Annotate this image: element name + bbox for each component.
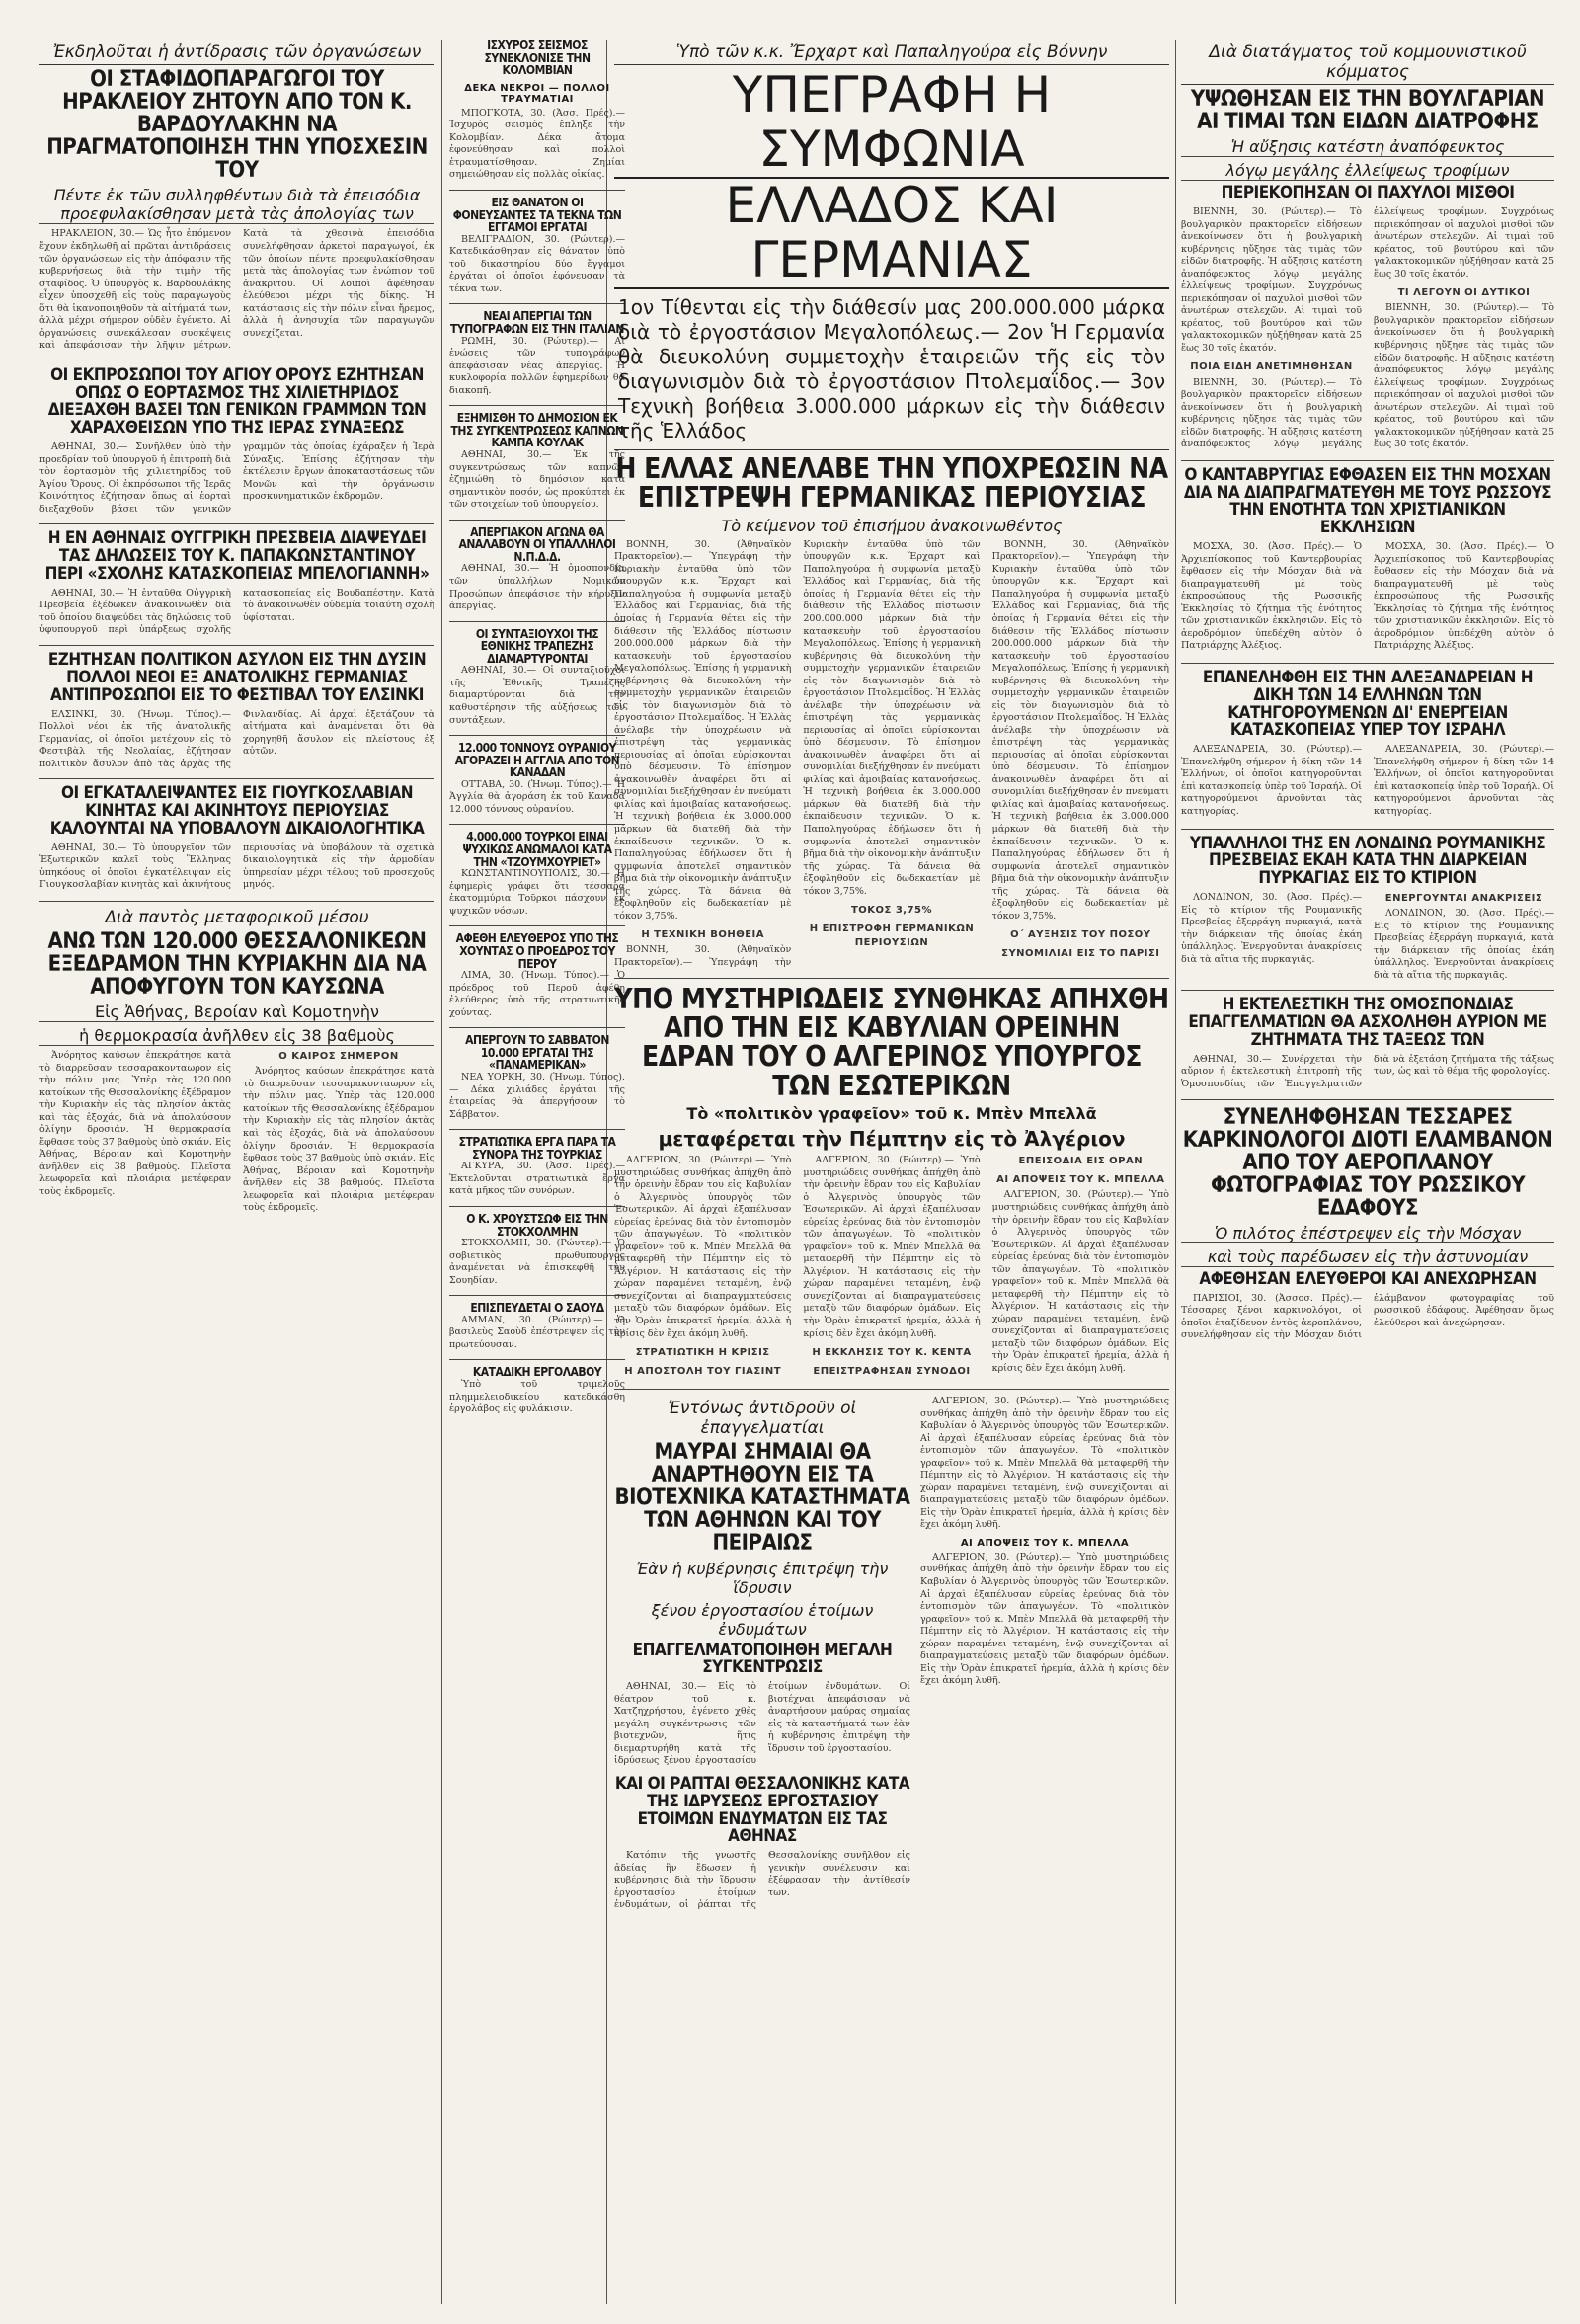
headline: ΚΑΤΑΔΙΚΗ ΕΡΓΟΛΑΒΟΥ: [472, 1365, 602, 1380]
section-heading: ΑΙ ΑΠΟΨΕΙΣ ΤΟΥ Κ. ΜΠΕΛΛΑ: [960, 1537, 1130, 1549]
brief-body: ΑΜΜΑΝ, 30. (Ρώυτερ).— Ὁ βασιλεὺς Σαοὺδ ἐπέστρεψεν εἰς τὴν πρωτεύουσαν.: [449, 1314, 625, 1350]
headline: Ο ΚΑΝΤΑΒΡΥΓΙΑΣ ΕΦΘΑΣΕΝ ΕΙΣ ΤΗΝ ΜΟΣΧΑΝ ΔΙΑ ΝΑ ΔΙΑΠΡΑΓΜΑΤΕΥΘΗ ΜΕ ΤΟΥΣ ΡΩΣΣΟΥΣ ΤΗΝ ΕΝΟΤΗΤΑ ΤΩΝ ΧΡΙΣΤΙΑΝΙΚΩΝ ΕΚΚΛΗΣΙΩΝ: [1183, 464, 1552, 538]
headline: ΟΙ ΕΓΚΑΤΑΛΕΙΨΑΝΤΕΣ ΕΙΣ ΓΙΟΥΓΚΟΣΛΑΒΙΑΝ ΚΙΝΗΤΑΣ ΚΑΙ ΑΚΙΝΗΤΟΥΣ ΠΕΡΙΟΥΣΙΑΣ ΚΑΛΟΥΝΤΑΙ ΝΑ ΥΠΟΒΑΛΟΥΝ ΔΙΚΑΙΟΛΟΓΗΤΙΚΑ: [49, 783, 425, 839]
headline: Η ΕΝ ΑΘΗΝΑΙΣ ΟΥΓΓΡΙΚΗ ΠΡΕΣΒΕΙΑ ΔΙΑΨΕΥΔΕΙ ΤΑΣ ΔΗΛΩΣΕΙΣ ΤΟΥ Κ. ΠΑΠΑΚΩΝΣΤΑΝΤΙΝΟΥ ΠΕΡΙ «ΣΧΟΛΗΣ ΚΑΤΑΣΚΟΠΕΙΑΣ ΜΠΕΛΟΓΙΑΝΝΗ»: [44, 528, 430, 585]
article-bulgaria-prices: [1181, 42, 1554, 452]
article-body: ΑΘΗΝΑΙ, 30.— Ἡ ἐνταῦθα Οὐγγρικὴ Πρεσβεία ἐξέδωκεν ἀνακοινωθὲν διὰ τοῦ ὁποίου διαψεύδει τὰς δηλώσεις τοῦ ὑφυπουργοῦ περὶ ὑπάρξεως σχολῆς κατασκοπείας εἰς Βουδαπέστην. Κατὰ τὸ ἀνακοινωθὲν οὐδεμία τοιαύτη σχολὴ ὑφίσταται.: [40, 587, 434, 636]
subhead: Πέντε ἐκ τῶν συλληφθέντων διὰ τὰ ἐπεισόδια προεφυλακίσθησαν μετὰ τὰς ἀπολογίας των: [40, 186, 434, 224]
headline: ΕΙΣ ΘΑΝΑΤΟΝ ΟΙ ΦΟΝΕΥΣΑΝΤΕΣ ΤΑ ΤΕΚΝΑ ΤΩΝ ΕΓΓΑΜΟΙ ΕΡΓΑΤΑΙ: [452, 195, 622, 235]
brief: [449, 40, 625, 182]
article-body: ΑΛΓΕΡΙΟΝ, 30. (Ρώυτερ).— Ὑπὸ μυστηριώδεις συνθήκας ἀπήχθη ἀπὸ τὴν ὀρεινὴν ἕδραν του εἰς Καβυλίαν ὁ Ἀλγερινὸς ὑπουργὸς τῶν Ἐσωτερικῶν. Αἱ ἀρχαὶ ἐξαπέλυσαν εὐρείας ἐρεύνας διὰ τὸν ἐντοπισμὸν τῶν ἀπαγωγέων. Τὸ «πολιτικὸν γραφεῖον» τοῦ κ. Μπὲν Μπελλᾶ θὰ μεταφερθῆ τὴν Πέμπτην εἰς τὸ Ἀλγέριον. Ἡ κατάστασις εἰς τὴν χώραν παραμένει τεταμένη, ἐνῷ συνεχίζονται αἱ διαπραγματεύσεις μεταξὺ τῶν διαφόρων ὁμάδων. Εἰς τὴν Ὁρὰν ἐπικρατεῖ ἠρεμία, ἀλλὰ ἡ κρίσις δὲν ἔχει ἀκόμη λυθῆ.: [920, 1551, 1169, 1687]
headline: ΣΥΝΕΛΗΦΘΗΣΑΝ ΤΕΣΣΑΡΕΣ ΚΑΡΚΙΝΟΛΟΓΟΙ ΔΙΟΤΙ ΕΛΑΜΒΑΝΟΝ ΑΠΟ ΤΟΥ ΑΕΡΟΠΛΑΝΟΥ ΦΩΤΟΓΡΑΦΙΑΣ ΤΟΥ ΡΩΣΣΙΚΟΥ ΕΔΑΦΟΥΣ: [1182, 1104, 1553, 1221]
article-body: Ἀνόρητος καύσων ἐπεκράτησε κατὰ τὸ διαρρεῦσαν τεσσαρακονταωρον εἰς τὴν πόλιν μας. Ὑπὲρ τὰς 120.000 κατοίκων τῆς Θεσσαλονίκης ἐξέδραμον τὴν Κυριακὴν εἰς τὰς πλησίον ἀκτὰς καὶ τὰς ἐξοχάς, διὰ νὰ ἀπολαύσουν ὀλίγην δροσιάν. Ἡ θερμοκρασία ἔφθασε τοὺς 37 βαθμοὺς ὑπὸ σκιάν. Εἰς Ἀθήνας, Βέροιαν καὶ Κομοτηνὴν ἀνῆλθεν εἰς 38 βαθμούς. Πλεῖστα λεωφορεῖα καὶ πλοιάρια μετέφεραν τοὺς ἐκδρομεῖς. Ο ΚΑΙΡΟΣ ΣΗΜΕΡΟΝ Ἀνόρητος καύσων ἐπεκράτησε κατὰ τὸ διαρρεῦσαν τεσσαρακονταωρον εἰς τὴν πόλιν μας. Ὑπὲρ τὰς 120.000 κατοίκων τῆς Θεσσαλονίκης ἐξέδραμον τὴν Κυριακὴν εἰς τὰς πλησίον ἀκτὰς καὶ τὰς ἐξοχάς, διὰ νὰ ἀπολαύσουν ὀλίγην δροσιάν. Ἡ θερμοκρασία ἔφθασε τοὺς 37 βαθμοὺς ὑπὸ σκιάν. Εἰς Ἀθήνας, Βέροιαν καὶ Κομοτηνὴν ἀνῆλθεν εἰς 38 βαθμούς. Πλεῖστα λεωφορεῖα καὶ πλοιάρια μετέφεραν τοὺς ἐκδρομεῖς.: [40, 1050, 434, 1214]
headline: ΕΞΗΜΙΣΘΗ ΤΟ ΔΗΜΟΣΙΟΝ ΕΚ ΤΗΣ ΣΥΓΚΕΝΤΡΩΣΕΩΣ ΚΑΠΝΩΝ ΚΑΜΠΑ ΚΟΥΛΑΚ: [450, 411, 624, 450]
column-main: [614, 40, 1169, 2314]
brief: [449, 1034, 625, 1121]
kicker: Διὰ διατάγματος τοῦ κομμουνιστικοῦ κόμματος: [1181, 42, 1554, 85]
section-heading: ΣΤΡΑΤΙΩΤΙΚΗ Η ΚΡΙΣΙΣ: [635, 1347, 770, 1359]
subhead: Ἡ αὔξησις κατέστη ἀναπόφευκτος: [1181, 137, 1554, 157]
column-rule: [1175, 40, 1176, 2304]
brief: [449, 1136, 625, 1198]
article-hungarian-embassy: [40, 530, 434, 637]
headline: ΠΕΡΙΕΚΟΠΗΣΑΝ ΟΙ ΠΑΧΥΛΟΙ ΜΙΣΘΟΙ: [1221, 183, 1515, 203]
story-main: [614, 1396, 910, 1912]
article-yugoslavia-property: [40, 785, 434, 893]
column-narrow: [449, 40, 625, 2314]
story-algeria: [614, 982, 1169, 1382]
headline: ΑΦΕΘΗΣΑΝ ΕΛΕΥΘΕΡΟΙ ΚΑΙ ΑΝΕΧΩΡΗΣΑΝ: [1199, 1269, 1537, 1289]
headline: 4.000.000 ΤΟΥΡΚΟΙ ΕΙΝΑΙ ΨΥΧΙΚΩΣ ΑΝΩΜΑΛΟΙ ΚΑΤΑ ΤΗΝ «ΤΖΟΥΜΧΟΥΡΙΕΤ»: [462, 830, 612, 869]
headline: ΑΦΕΘΗ ΕΛΕΥΘΕΡΟΣ ΥΠΟ ΤΗΣ ΧΟΥΝΤΑΣ Ο ΠΡΟΕΔΡΟΣ ΤΟΥ ΠΕΡΟΥ: [455, 931, 619, 971]
section-heading: ΠΟΙΑ ΕΙΔΗ ΑΝΕΤΙΜΗΘΗΣΑΝ: [1190, 361, 1353, 373]
section-heading: ΤΟΚΟΣ 3,75%: [850, 905, 933, 917]
headline: ΝΕΑΙ ΑΠΕΡΓΙΑΙ ΤΩΝ ΤΥΠΟΓΡΑΦΩΝ ΕΙΣ ΤΗΝ ΙΤΑΛΙΑΝ: [450, 309, 624, 336]
headline: ΥΠΟ ΜΥΣΤΗΡΙΩΔΕΙΣ ΣΥΝΘΗΚΑΣ ΑΠΗΧΘΗ ΑΠΟ ΤΗΝ ΕΙΣ ΚΑΒΥΛΙΑΝ ΟΡΕΙΝΗΝ ΕΔΡΑΝ ΤΟΥ Ο ΑΛΓΕΡΙΝΟΣ ΥΠΟΥΡΓΟΣ ΤΩΝ ΕΣΩΤΕΡΙΚΩΝ: [614, 982, 1169, 1102]
article-body: ΕΛΣΙΝΚΙ, 30. (Ἡνωμ. Τύπος).— Πολλοὶ νέοι ἐκ τῆς ἀνατολικῆς Γερμανίας, οἱ ὁποῖοι μετέχουν εἰς τὸ Φεστιβὰλ τῆς Νεολαίας, ἐζήτησαν πολιτικὸν ἄσυλον ἀπὸ τὰς ἀρχὰς τῆς Φινλανδίας. Αἱ ἀρχαὶ ἐξετάζουν τὰ αἰτήματα καὶ ἀναμένεται ὅτι θὰ χορηγηθῆ ἄσυλον εἰς πλείστους ἐξ αὐτῶν.: [40, 708, 434, 769]
brief: [449, 742, 625, 816]
section-heading: ΕΠΕΙΣΤΡΑΦΗΣΑΝ ΣΥΝΟΔΟΙ: [813, 1366, 971, 1378]
brief: [449, 932, 625, 1019]
story-continuation: [920, 1396, 1169, 1912]
headline: ΑΝΩ ΤΩΝ 120.000 ΘΕΣΣΑΛΟΝΙΚΕΩΝ ΕΞΕΔΡΑΜΟΝ ΤΗΝ ΚΥΡΙΑΚΗΝ ΔΙΑ ΝΑ ΑΠΟΦΥΓΟΥΝ ΤΟΝ ΚΑΥΣΩΝΑ: [47, 928, 427, 1001]
article-body: ΒΙΕΝΝΗ, 30. (Ρώυτερ).— Τὸ βουλγαρικὸν πρακτορεῖον εἰδήσεων ἀνεκοίνωσεν ὅτι ἡ βουλγαρικὴ κυβέρνησις ηὔξησε τὰς τιμὰς τῶν εἰδῶν διατροφῆς. Ἡ αὔξησις κατέστη ἀναπόφευκτος λόγῳ μεγάλης ἐλλείψεως τροφίμων. Συγχρόνως περιεκόπησαν οἱ παχυλοὶ μισθοὶ τῶν ἀνωτέρων στελεχῶν. Αἱ τιμαὶ τοῦ κρέατος, τοῦ βουτύρου καὶ τῶν γαλακτοκομικῶν ηὐξήθησαν κατὰ 25 ἕως 30 τοῖς ἑκατόν. ΠΟΙΑ ΕΙΔΗ ΑΝΕΤΙΜΗΘΗΣΑΝ ΒΙΕΝΝΗ, 30. (Ρώυτερ).— Τὸ βουλγαρικὸν πρακτορεῖον εἰδήσεων ἀνεκοίνωσεν ὅτι ἡ βουλγαρικὴ κυβέρνησις ηὔξησε τὰς τιμὰς τῶν εἰδῶν διατροφῆς. Ἡ αὔξησις κατέστη ἀναπόφευκτος λόγῳ μεγάλης ἐλλείψεως τροφίμων. Συγχρόνως περιεκόπησαν οἱ παχυλοὶ μισθοὶ τῶν ἀνωτέρων στελεχῶν. Αἱ τιμαὶ τοῦ κρέατος, τοῦ βουτύρου καὶ τῶν γαλακτοκομικῶν ηὐξήθησαν κατὰ 25 ἕως 30 τοῖς ἑκατόν. ΤΙ ΛΕΓΟΥΝ ΟΙ ΔΥΤΙΚΟΙ ΒΙΕΝΝΗ, 30. (Ρώυτερ).— Τὸ βουλγαρικὸν πρακτορεῖον εἰδήσεων ἀνεκοίνωσεν ὅτι ἡ βουλγαρικὴ κυβέρνησις ηὔξησε τὰς τιμὰς τῶν εἰδῶν διατροφῆς. Ἡ αὔξησις κατέστη ἀναπόφευκτος λόγῳ μεγάλης ἐλλείψεως τροφίμων. Συγχρόνως περιεκόπησαν οἱ παχυλοὶ μισθοὶ τῶν ἀνωτέρων στελεχῶν. Αἱ τιμαὶ τοῦ κρέατος, τοῦ βουτύρου καὶ τῶν γαλακτοκομικῶν ηὐξήθησαν κατὰ 25 ἕως 30 τοῖς ἑκατόν.: [1181, 206, 1554, 450]
headline: ΕΠΑΝΕΛΗΦΘΗ ΕΙΣ ΤΗΝ ΑΛΕΞΑΝΔΡΕΙΑΝ Η ΔΙΚΗ ΤΩΝ 14 ΕΛΛΗΝΩΝ ΤΩΝ ΚΑΤΗΓΟΡΟΥΜΕΝΩΝ ΔΙ' ΕΝΕΡΓΕΙΑΝ ΚΑΤΑΣΚΟΠΕΙΑΣ ΥΠΕΡ ΤΟΥ ΙΣΡΑΗΛ: [1202, 667, 1534, 741]
headline: ΕΠΙΣΠΕΥΔΕΤΑΙ Ο ΣΑΟΥΔ: [470, 1301, 604, 1316]
article-body: ΜΟΣΧΑ, 30. (Ἀσσ. Πρές).— Ὁ Ἀρχιεπίσκοπος τοῦ Καντερβουρίας ἔφθασεν εἰς τὴν Μόσχαν διὰ νὰ διαπραγματευθῆ μὲ τοὺς ἐκπροσώπους τῆς Ρωσσικῆς Ἐκκλησίας τὸ ζήτημα τῆς ἑνότητος τῶν χριστιανικῶν ἐκκλησιῶν. Εἰς τὸ ἀεροδρόμιον ὑπεδέχθη αὐτὸν ὁ Πατριάρχης Ἀλέξιος. ΜΟΣΧΑ, 30. (Ἀσσ. Πρές).— Ὁ Ἀρχιεπίσκοπος τοῦ Καντερβουρίας ἔφθασεν εἰς τὴν Μόσχαν διὰ νὰ διαπραγματευθῆ μὲ τοὺς ἐκπροσώπους τῆς Ρωσσικῆς Ἐκκλησίας τὸ ζήτημα τῆς ἑνότητος τῶν χριστιανικῶν ἐκκλησιῶν. Εἰς τὸ ἀεροδρόμιον ὑπεδέχθη αὐτὸν ὁ Πατριάρχης Ἀλέξιος.: [1181, 541, 1554, 652]
brief: [449, 1366, 625, 1415]
subhead: Εἰς Ἀθήνας, Βεροίαν καὶ Κομοτηνὴν: [40, 1002, 434, 1022]
brief-body: ΑΘΗΝΑΙ, 30.— Οἱ συνταξιοῦχοι τῆς Ἐθνικῆς Τραπέζης διαμαρτύρονται διὰ τὴν καθυστέρησιν τῆς αὐξήσεως τῶν συντάξεων.: [449, 665, 625, 726]
lead-story-greece-germany: [614, 42, 1169, 970]
brief-body: Ὑπὸ τοῦ τριμελοῦς πλημμελειοδικείου κατεδικάσθη ἐργολάβος εἰς φυλάκισιν.: [449, 1379, 625, 1415]
article-raisin-growers: [40, 42, 434, 353]
section-heading: ΣΥΝΟΜΙΛΙΑΙ ΕΙΣ ΤΟ ΠΑΡΙΣΙ: [1001, 948, 1160, 960]
headline: ΟΙ ΕΚΠΡΟΣΩΠΟΙ ΤΟΥ ΑΓΙΟΥ ΟΡΟΥΣ ΕΖΗΤΗΣΑΝ ΟΠΩΣ Ο ΕΟΡΤΑΣΜΟΣ ΤΗΣ ΧΙΛΙΕΤΗΡΙΔΟΣ ΔΙΕΞΑΧΘΗ ΒΑΣΕΙ ΤΩΝ ΓΕΝΙΚΩΝ ΓΡΑΜΜΩΝ ΤΩΝ ΧΑΡΑΧΘΕΙΣΩΝ ΥΠΟ ΤΗΣ ΙΕΡΑΣ ΣΥΝΑΞΕΩΣ: [47, 364, 427, 439]
section-heading: Η ΕΠΙΣΤΡΟΦΗ ΓΕΡΜΑΝΙΚΩΝ ΠΕΡΙΟΥΣΙΩΝ: [809, 923, 975, 948]
headline: ΥΨΩΘΗΣΑΝ ΕΙΣ ΤΗΝ ΒΟΥΛΓΑΡΙΑΝ ΑΙ ΤΙΜΑΙ ΤΩΝ ΕΙΔΩΝ ΔΙΑΤΡΟΦΗΣ: [1190, 87, 1545, 135]
column-left: [40, 40, 434, 2314]
section-heading: Ο΄ ΑΥΞΗΣΙΣ ΤΟΥ ΠΟΣΟΥ: [1010, 929, 1151, 941]
brief: [449, 197, 625, 295]
headline: ΟΙ ΣΤΑΦΙΔΟΠΑΡΑΓΩΓΟΙ ΤΟΥ ΗΡΑΚΛΕΙΟΥ ΖΗΤΟΥΝ ΑΠΟ ΤΟΝ Κ. ΒΑΡΔΟΥΛΑΚΗΝ ΝΑ ΠΡΑΓΜΑΤΟΠΟΙΗΣΗ ΤΗΝ ΥΠΟΣΧΕΣΙΝ ΤΟΥ: [46, 67, 428, 184]
brief: [449, 310, 625, 397]
kicker: Ἐκδηλοῦται ἡ ἀντίδρασις τῶν ὀργανώσεων: [40, 42, 434, 65]
section-heading: ΕΝΕΡΓΟΥΝΤΑΙ ΑΝΑΚΡΙΣΕΙΣ: [1384, 893, 1543, 905]
brief-body: ΡΩΜΗ, 30. (Ρώυτερ).— Αἱ ἑνώσεις τῶν τυπογράφων ἀπεφάσισαν νέας ἀπεργίας. Ἡ κυκλοφορία πολλῶν ἐφημερίδων θὰ διακοπῆ.: [449, 335, 625, 396]
subhead: Ὁ πιλότος ἐπέστρεψεν εἰς τὴν Μόσχαν: [1181, 1224, 1554, 1243]
brief-body: ΑΘΗΝΑΙ, 30.— Ἡ ὁμοσπονδία τῶν ὑπαλλήλων Νομικῶν Προσώπων ἀπεφάσισε τὴν κήρυξιν ἀπεργίας.: [449, 563, 625, 612]
brief-body: ΑΘΗΝΑΙ, 30.— Ἐκ τῆς συγκεντρώσεως τῶν καπνῶν ἐζημιώθη τὸ δημόσιον κατὰ σημαντικὸν ποσόν, ὡς προκύπτει ἐκ τῶν στοιχείων τοῦ ὑπουργείου.: [449, 449, 625, 511]
article-body: ΒΟΝΝΗ, 30. (Ἀθηναϊκὸν Πρακτορεῖον).— Ὑπεγράφη τὴν Κυριακὴν ἐνταῦθα ὑπὸ τῶν ὑπουργῶν κ.κ. Ἔρχαρτ καὶ Παπαληγούρα ἡ συμφωνία μεταξὺ Ἑλλάδος καὶ Γερμανίας, διὰ τῆς ὁποίας ἡ Γερμανία θέτει εἰς τὴν διάθεσιν τῆς Ἑλλάδος πίστωσιν 200.000.000 μάρκων διὰ τὴν κατασκευὴν τοῦ ἐργοστασίου Μεγαλοπόλεως. Ἐπίσης ἡ γερμανικὴ κυβέρνησις θὰ διευκολύνη τὴν συμμετοχὴν γερμανικῶν ἑταιρειῶν εἰς τὸν διαγωνισμὸν διὰ τὸ ἐργοστάσιον Πτολεμαΐδος. Ἡ Ἑλλὰς ἀνέλαβε τὴν ὑποχρέωσιν νὰ ἐπιστρέψη τὰς γερμανικὰς περιουσίας αἱ ὁποῖαι εὑρίσκονται ὑπὸ δέσμευσιν. Τὸ ἐπίσημον ἀνακοινωθὲν ἀναφέρει ὅτι αἱ συνομιλίαι διεξήχθησαν ἐν πνεύματι φιλίας καὶ ἀμοιβαίας κατανοήσεως. Ἡ τεχνικὴ βοήθεια ἐκ 3.000.000 μάρκων θὰ διατεθῆ διὰ τὴν ἐκπαίδευσιν τεχνικῶν. Ὁ κ. Παπαληγούρας ἐδήλωσεν ὅτι ἡ συμφωνία ἀποτελεῖ σημαντικὸν βῆμα διὰ τὴν οἰκονομικὴν ἀνάπτυξιν τῆς χώρας. Τὰ δάνεια θὰ ἐξοφληθοῦν εἰς δωδεκαετίαν μὲ τόκον 3,75%. Η ΤΕΧΝΙΚΗ ΒΟΗΘΕΙΑ ΒΟΝΝΗ, 30. (Ἀθηναϊκὸν Πρακτορεῖον).— Ὑπεγράφη τὴν Κυριακὴν ἐνταῦθα ὑπὸ τῶν ὑπουργῶν κ.κ. Ἔρχαρτ καὶ Παπαληγούρα ἡ συμφωνία μεταξὺ Ἑλλάδος καὶ Γερμανίας, διὰ τῆς ὁποίας ἡ Γερμανία θέτει εἰς τὴν διάθεσιν τῆς Ἑλλάδος πίστωσιν 200.000.000 μάρκων διὰ τὴν κατασκευὴν τοῦ ἐργοστασίου Μεγαλοπόλεως. Ἐπίσης ἡ γερμανικὴ κυβέρνησις θὰ διευκολύνη τὴν συμμετοχὴν γερμανικῶν ἑταιρειῶν εἰς τὸν διαγωνισμὸν διὰ τὸ ἐργοστάσιον Πτολεμαΐδος. Ἡ Ἑλλὰς ἀνέλαβε τὴν ὑποχρέωσιν νὰ ἐπιστρέψη τὰς γερμανικὰς περιουσίας αἱ ὁποῖαι εὑρίσκονται ὑπὸ δέσμευσιν. Τὸ ἐπίσημον ἀνακοινωθὲν ἀναφέρει ὅτι αἱ συνομιλίαι διεξήχθησαν ἐν πνεύματι φιλίας καὶ ἀμοιβαίας κατανοήσεως. Ἡ τεχνικὴ βοήθεια ἐκ 3.000.000 μάρκων θὰ διατεθῆ διὰ τὴν ἐκπαίδευσιν τεχνικῶν. Ὁ κ. Παπαληγούρας ἐδήλωσεν ὅτι ἡ συμφωνία ἀποτελεῖ σημαντικὸν βῆμα διὰ τὴν οἰκονομικὴν ἀνάπτυξιν τῆς χώρας. Τὰ δάνεια θὰ ἐξοφληθοῦν εἰς δωδεκαετίαν μὲ τόκον 3,75%. ΤΟΚΟΣ 3,75% Η ΕΠΙΣΤΡΟΦΗ ΓΕΡΜΑΝΙΚΩΝ ΠΕΡΙΟΥΣΙΩΝ ΒΟΝΝΗ, 30. (Ἀθηναϊκὸν Πρακτορεῖον).— Ὑπεγράφη τὴν Κυριακὴν ἐνταῦθα ὑπὸ τῶν ὑπουργῶν κ.κ. Ἔρχαρτ καὶ Παπαληγούρα ἡ συμφωνία μεταξὺ Ἑλλάδος καὶ Γερμανίας, διὰ τῆς ὁποίας ἡ Γερμανία θέτει εἰς τὴν διάθεσιν τῆς Ἑλλάδος πίστωσιν 200.000.000 μάρκων διὰ τὴν κατασκευὴν τοῦ ἐργοστασίου Μεγαλοπόλεως. Ἐπίσης ἡ γερμανικὴ κυβέρνησις θὰ διευκολύνη τὴν συμμετοχὴν γερμανικῶν ἑταιρειῶν εἰς τὸν διαγωνισμὸν διὰ τὸ ἐργοστάσιον Πτολεμαΐδος. Ἡ Ἑλλὰς ἀνέλαβε τὴν ὑποχρέωσιν νὰ ἐπιστρέψη τὰς γερμανικὰς περιουσίας αἱ ὁποῖαι εὑρίσκονται ὑπὸ δέσμευσιν. Τὸ ἐπίσημον ἀνακοινωθὲν ἀναφέρει ὅτι αἱ συνομιλίαι διεξήχθησαν ἐν πνεύματι φιλίας καὶ ἀμοιβαίας κατανοήσεως. Ἡ τεχνικὴ βοήθεια ἐκ 3.000.000 μάρκων θὰ διατεθῆ διὰ τὴν ἐκπαίδευσιν τεχνικῶν. Ὁ κ. Παπαληγούρας ἐδήλωσεν ὅτι ἡ συμφωνία ἀποτελεῖ σημαντικὸν βῆμα διὰ τὴν οἰκονομικὴν ἀνάπτυξιν τῆς χώρας. Τὰ δάνεια θὰ ἐξοφληθοῦν εἰς δωδεκαετίαν μὲ τόκον 3,75%. Ο΄ ΑΥΞΗΣΙΣ ΤΟΥ ΠΟΣΟΥ ΣΥΝΟΜΙΛΙΑΙ ΕΙΣ ΤΟ ΠΑΡΙΣΙ: [614, 538, 1169, 968]
article-heatwave: [40, 908, 434, 1215]
brief: [449, 526, 625, 613]
article-body: ΑΘΗΝΑΙ, 30.— Τὸ ὑπουργεῖον τῶν Ἐξωτερικῶν καλεῖ τοὺς Ἕλληνας ὑπηκόους οἱ ὁποῖοι ἐγκατέλειψαν εἰς Γιουγκοσλαβίαν κινητὰς καὶ ἀκινήτους περιουσίας νὰ ὑποβάλουν τὰ σχετικὰ δικαιολογητικὰ εἰς τὴν ἁρμοδίαν ὑπηρεσίαν μέχρι τέλους τοῦ προσεχοῦς μηνός.: [40, 841, 434, 891]
headline: ΜΑΥΡΑΙ ΣΗΜΑΙΑΙ ΘΑ ΑΝΑΡΤΗΘΟΥΝ ΕΙΣ ΤΑ ΒΙΟΤΕΧΝΙΚΑ ΚΑΤΑΣΤΗΜΑΤΑ ΤΩΝ ΑΘΗΝΩΝ ΚΑΙ ΤΟΥ ΠΕΙΡΑΙΩΣ: [614, 1440, 910, 1557]
subhead: Τὸ «πολιτικὸν γραφεῖον» τοῦ κ. Μπὲν Μπελλᾶ: [686, 1104, 1097, 1124]
section-heading: ΑΙ ΑΠΟΨΕΙΣ ΤΟΥ Κ. ΜΠΕΛΛΑ: [996, 1174, 1165, 1186]
kicker: Ὑπὸ τῶν κ.κ. Ἔρχαρτ καὶ Παπαληγούρα εἰς Βόννην: [614, 42, 1169, 65]
secondary-headline: Η ΕΛΛΑΣ ΑΝΕΛΑΒΕ ΤΗΝ ΥΠΟΧΡΕΩΣΙΝ ΝΑ ΕΠΙΣΤΡΕΨΗ ΓΕΡΜΑΝΙΚΑΣ ΠΕΡΙΟΥΣΙΑΣ: [614, 449, 1169, 513]
subhead: καὶ τοὺς παρέδωσεν εἰς τὴν ἀστυνομίαν: [1181, 1247, 1554, 1267]
brief: [449, 1213, 625, 1287]
article-romanian-embassy: [1181, 833, 1554, 983]
article-body: ΑΘΗΝΑΙ, 30.— Συνῆλθεν ὑπὸ τὴν προεδρίαν τοῦ ὑπουργοῦ ἡ ἐπιτροπὴ διὰ τὸν ἑορτασμὸν τῆς χιλιετηρίδος τοῦ Ἁγίου Ὄρους. Οἱ ἐκπρόσωποι τῆς Ἱερᾶς Κοινότητος ἐζήτησαν ὅπως αἱ ἑορταὶ διεξαχθοῦν βάσει τῶν γενικῶν γραμμῶν τὰς ὁποίας ἐχάραξεν ἡ Ἱερὰ Σύναξις. Ἐπίσης ἐζήτησαν τὴν ἐκτέλεσιν ἔργων ἀποκαταστάσεως τῶν Μονῶν καὶ τὴν ὀργάνωσιν προσκυνηματικῶν ἐκδρομῶν.: [40, 441, 434, 515]
headline: Η ΕΚΤΕΛΕΣΤΙΚΗ ΤΗΣ ΟΜΟΣΠΟΝΔΙΑΣ ΕΠΑΓΓΕΛΜΑΤΙΩΝ ΘΑ ΑΣΧΟΛΗΘΗ ΑΥΡΙΟΝ ΜΕ ΖΗΤΗΜΑΤΑ ΤΗΣ ΤΑΞΕΩΣ ΤΩΝ: [1188, 995, 1547, 1051]
brief-body: ΒΕΛΙΓΡΑΔΙΟΝ, 30. (Ρώυτερ).— Κατεδικάσθησαν εἰς θάνατον ὑπὸ τοῦ δικαστηρίου δύο ἔγγαμοι ἐργάται οἱ ὁποῖοι ἐφόνευσαν τὰ τέκνα των.: [449, 233, 625, 294]
article-body: ΑΛΕΞΑΝΔΡΕΙΑ, 30. (Ρώυτερ).— Ἐπανελήφθη σήμερον ἡ δίκη τῶν 14 Ἑλλήνων, οἱ ὁποῖοι κατηγοροῦνται ἐπὶ κατασκοπείᾳ ὑπὲρ τοῦ Ἰσραήλ. Οἱ κατηγορούμενοι ἀρνοῦνται τὰς κατηγορίας. ΑΛΕΞΑΝΔΡΕΙΑ, 30. (Ρώυτερ).— Ἐπανελήφθη σήμερον ἡ δίκη τῶν 14 Ἑλλήνων, οἱ ὁποῖοι κατηγοροῦνται ἐπὶ κατασκοπείᾳ ὑπὲρ τοῦ Ἰσραήλ. Οἱ κατηγορούμενοι ἀρνοῦνται τὰς κατηγορίας.: [1181, 744, 1554, 817]
section-heading: Η ΕΚΚΛΗΣΙΣ ΤΟΥ Κ. ΚΕΝΤΑ: [812, 1347, 972, 1359]
article-body: ΗΡΑΚΛΕΙΟΝ, 30.— Ὡς ἦτο ἐπόμενον ἔχουν ἐκδηλωθῆ αἱ πρῶται ἀντιδράσεις τῶν ὀργανώσεων εἰς τὴν ἀπόφασιν τῆς κυβερνήσεως διὰ τὴν τιμὴν τῆς σταφίδος. Ὁ ὑπουργὸς κ. Βαρδουλάκης εἶχεν ὑποσχεθῆ εἰς τοὺς παραγωγοὺς ὅτι θὰ ἱκανοποιηθοῦν τὰ αἰτήματά των, ἀλλὰ μέχρι σήμερον οὐδὲν ἐγένετο. Αἱ ὀργανώσεις συνεκάλεσαν συσκέψεις καὶ ἀπεφάσισαν τὴν λῆψιν μέτρων. Κατὰ τὰ χθεσινὰ ἐπεισόδια συνελήφθησαν ἀρκετοὶ παραγωγοί, ἐκ τῶν ὁποίων πέντε προεφυλακίσθησαν μετὰ τὰς ἀπολογίας των ἐνώπιον τοῦ ἀνακριτοῦ. Οἱ λοιποὶ ἀφέθησαν ἐλεύθεροι μέχρι τῆς δίκης. Ἡ κατάστασις εἰς τὴν πόλιν εἶναι ἤρεμος, ἀλλὰ ἡ ἀνησυχία τῶν παραγωγῶν συνεχίζεται.: [40, 228, 434, 352]
brief: [449, 412, 625, 511]
brief-body: ΜΠΟΓΚΟΤΑ, 30. (Ἀσσ. Πρές).— Ἰσχυρὸς σεισμὸς ἔπληξε τὴν Κολομβίαν. Δέκα ἄτομα ἐφονεύθησαν καὶ πολλοὶ ἐτραυματίσθησαν. Ζημίαι σημειώθησαν εἰς πολλὰς οἰκίας.: [449, 107, 625, 181]
section-heading: Η ΑΠΟΣΤΟΛΗ ΤΟΥ ΓΙΑΣΙΝΤ: [624, 1366, 782, 1378]
headline: ΚΑΙ ΟΙ ΡΑΠΤΑΙ ΘΕΣΣΑΛΟΝΙΚΗΣ ΚΑΤΑ ΤΗΣ ΙΔΡΥΣΕΩΣ ΕΡΓΟΣΤΑΣΙΟΥ ΕΤΟΙΜΩΝ ΕΝΔΥΜΑΤΩΝ ΕΙΣ ΤΑΣ ΑΘΗΝΑΣ: [614, 1773, 910, 1847]
headline: ΑΠΕΡΓΙΑΚΟΝ ΑΓΩΝΑ ΘΑ ΑΝΑΛΑΒΟΥΝ ΟΙ ΥΠΑΛΛΗΛΟΙ Ν.Π.Δ.Δ.: [458, 524, 616, 564]
kicker: Ἐντόνως ἀντιδροῦν οἱ ἐπαγγελματίαι: [668, 1399, 857, 1439]
brief-body: ΟΤΤΑΒΑ, 30. (Ἡνωμ. Τύπος).— Ἡ Ἀγγλία θὰ ἀγοράση ἐκ τοῦ Καναδᾶ 12.000 τόννους οὐρανίου.: [449, 778, 625, 815]
column-rule: [441, 40, 442, 2304]
article-mount-athos: [40, 364, 434, 517]
article-body: ΠΑΡΙΣΙΟΙ, 30. (Ἀσσοσ. Πρές).— Τέσσαρες ξένοι καρκινολόγοι, οἱ ὁποῖοι ἐταξίδευον ἐντὸς ἀεροπλάνου, συνελήφθησαν εἰς τὴν Μόσχαν διότι ἐλάμβανον φωτογραφίας τοῦ ρωσσικοῦ ἐδάφους. Ἀφέθησαν ὅμως ἐλεύθεροι καὶ ἀνεχώρησαν.: [1181, 1292, 1554, 1341]
brief-body: ΣΤΟΚΧΟΛΜΗ, 30. (Ρώυτερ).— Ὁ σοβιετικὸς πρωθυπουργὸς ἀναμένεται νὰ ἐπισκεφθῆ τὴν Σουηδίαν.: [449, 1238, 625, 1286]
subhead: ξένου ἐργοστασίου ἑτοίμων ἐνδυμάτων: [651, 1600, 874, 1639]
brief-body: ΚΩΝΣΤΑΝΤΙΝΟΥΠΟΛΙΣ, 30.— Ἡ ἐφημερὶς γράφει ὅτι τέσσαρα ἑκατομμύρια Τοῦρκοι πάσχουν ἐκ ψυχικῶν νόσων.: [449, 868, 625, 917]
main-headline: ΥΠΕΓΡΑΦΗ Η ΣΥΜΦΩΝΙΑ: [614, 68, 1169, 179]
article-canterbury: [1181, 464, 1554, 655]
headline: ΑΠΕΡΓΟΥΝ ΤΟ ΣΑΒΒΑΤΟΝ 10.000 ΕΡΓΑΤΑΙ ΤΗΣ «ΠΑΝΑΜΕΡΙΚΑΝ»: [465, 1033, 609, 1073]
subhead: ἡ θερμοκρασία ἀνῆλθεν εἰς 38 βαθμοὺς: [40, 1026, 434, 1046]
article-photographs: [1181, 1106, 1554, 1342]
subhead: Τὸ κείμενον τοῦ ἐπισήμου ἀνακοινωθέντος: [721, 516, 1063, 535]
headline: ΕΠΑΓΓΕΛΜΑΤΟΠΟΙΗΘΗ ΜΕΓΑΛΗ ΣΥΓΚΕΝΤΡΩΣΙΣ: [632, 1640, 893, 1678]
brief-body: ΝΕΑ ΥΟΡΚΗ, 30. (Ἡνωμ. Τύπος).— Δέκα χιλιάδες ἐργάται τῆς ἑταιρείας θὰ ἀπεργήσουν τὸ Σάββατον.: [449, 1072, 625, 1120]
headline: ΥΠΑΛΛΗΛΟΙ ΤΗΣ ΕΝ ΛΟΝΔΙΝΩ ΡΟΥΜΑΝΙΚΗΣ ΠΡΕΣΒΕΙΑΣ ΕΚΑΗ ΚΑΤΑ ΤΗΝ ΔΙΑΡΚΕΙΑΝ ΠΥΡΚΑΓΙΑΣ ΕΙΣ ΤΟ ΚΤΙΡΙΟΝ: [1189, 833, 1546, 889]
section-heading: Η ΤΕΧΝΙΚΗ ΒΟΗΘΕΙΑ: [641, 929, 764, 941]
lead-paragraph: 1ον Τίθενται εἰς τὴν διάθεσίν μας 200.000.000 μάρκα διὰ τὸ ἐργοστάσιον Μεγαλοπόλεως.— 2ον Ἡ Γερμανία θὰ διευκολύνη συμμετοχὴν ἑταιρειῶν τῆς εἰς τὸν διαγωνισμὸν διὰ τὸ ἐργοστάσιον Πτολεμαΐδος.— 3ον Τεχνικὴ βοήθεια 3.000.000 μάρκων εἰς τὴν διάθεσιν τῆς Ἑλλάδος: [618, 295, 1165, 442]
headline: 12.000 ΤΟΝΝΟΥΣ ΟΥΡΑΝΙΟΥ ΑΓΟΡΑΖΕΙ Η ΑΓΓΛΙΑ ΑΠΟ ΤΟΝ ΚΑΝΑΔΑΝ: [454, 741, 620, 780]
brief: [449, 831, 625, 918]
section-heading: ΕΠΕΙΣΟΔΙΑ ΕΙΣ ΟΡΑΝ: [1018, 1156, 1144, 1167]
article-body: ΑΛΓΕΡΙΟΝ, 30. (Ρώυτερ).— Ὑπὸ μυστηριώδεις συνθήκας ἀπήχθη ἀπὸ τὴν ὀρεινὴν ἕδραν του εἰς Καβυλίαν ὁ Ἀλγερινὸς ὑπουργὸς τῶν Ἐσωτερικῶν. Αἱ ἀρχαὶ ἐξαπέλυσαν εὐρείας ἐρεύνας διὰ τὸν ἐντοπισμὸν τῶν ἀπαγωγέων. Τὸ «πολιτικὸν γραφεῖον» τοῦ κ. Μπὲν Μπελλᾶ θὰ μεταφερθῆ τὴν Πέμπτην εἰς τὸ Ἀλγέριον. Ἡ κατάστασις εἰς τὴν χώραν παραμένει τεταμένη, ἐνῷ συνεχίζονται αἱ διαπραγματεύσεις μεταξὺ τῶν διαφόρων ὁμάδων. Εἰς τὴν Ὁρὰν ἐπικρατεῖ ἠρεμία, ἀλλὰ ἡ κρίσις δὲν ἔχει ἀκόμη λυθῆ. ΣΤΡΑΤΙΩΤΙΚΗ Η ΚΡΙΣΙΣ Η ΑΠΟΣΤΟΛΗ ΤΟΥ ΓΙΑΣΙΝΤ ΑΛΓΕΡΙΟΝ, 30. (Ρώυτερ).— Ὑπὸ μυστηριώδεις συνθήκας ἀπήχθη ἀπὸ τὴν ὀρεινὴν ἕδραν του εἰς Καβυλίαν ὁ Ἀλγερινὸς ὑπουργὸς τῶν Ἐσωτερικῶν. Αἱ ἀρχαὶ ἐξαπέλυσαν εὐρείας ἐρεύνας διὰ τὸν ἐντοπισμὸν τῶν ἀπαγωγέων. Τὸ «πολιτικὸν γραφεῖον» τοῦ κ. Μπὲν Μπελλᾶ θὰ μεταφερθῆ τὴν Πέμπτην εἰς τὸ Ἀλγέριον. Ἡ κατάστασις εἰς τὴν χώραν παραμένει τεταμένη, ἐνῷ συνεχίζονται αἱ διαπραγματεύσεις μεταξὺ τῶν διαφόρων ὁμάδων. Εἰς τὴν Ὁρὰν ἐπικρατεῖ ἠρεμία, ἀλλὰ ἡ κρίσις δὲν ἔχει ἀκόμη λυθῆ. Η ΕΚΚΛΗΣΙΣ ΤΟΥ Κ. ΚΕΝΤΑ ΕΠΕΙΣΤΡΑΦΗΣΑΝ ΣΥΝΟΔΟΙ ΕΠΕΙΣΟΔΙΑ ΕΙΣ ΟΡΑΝ ΑΙ ΑΠΟΨΕΙΣ ΤΟΥ Κ. ΜΠΕΛΛΑ ΑΛΓΕΡΙΟΝ, 30. (Ρώυτερ).— Ὑπὸ μυστηριώδεις συνθήκας ἀπήχθη ἀπὸ τὴν ὀρεινὴν ἕδραν του εἰς Καβυλίαν ὁ Ἀλγερινὸς ὑπουργὸς τῶν Ἐσωτερικῶν. Αἱ ἀρχαὶ ἐξαπέλυσαν εὐρείας ἐρεύνας διὰ τὸν ἐντοπισμὸν τῶν ἀπαγωγέων. Τὸ «πολιτικὸν γραφεῖον» τοῦ κ. Μπὲν Μπελλᾶ θὰ μεταφερθῆ τὴν Πέμπτην εἰς τὸ Ἀλγέριον. Ἡ κατάστασις εἰς τὴν χώραν παραμένει τεταμένη, ἐνῷ συνεχίζονται αἱ διαπραγματεύσεις μεταξὺ τῶν διαφόρων ὁμάδων. Εἰς τὴν Ὁρὰν ἐπικρατεῖ ἠρεμία, ἀλλὰ ἡ κρίσις δὲν ἔχει ἀκόμη λυθῆ.: [614, 1155, 1169, 1378]
subhead: Ἐὰν ἡ κυβέρνησις ἐπιτρέψη τὴν ἵδρυσιν: [636, 1559, 889, 1597]
headline: ΕΖΗΤΗΣΑΝ ΠΟΛΙΤΙΚΟΝ ΑΣΥΛΟΝ ΕΙΣ ΤΗΝ ΔΥΣΙΝ ΠΟΛΛΟΙ ΝΕΟΙ ΕΞ ΑΝΑΤΟΛΙΚΗΣ ΓΕΡΜΑΝΙΑΣ ΑΝΤΙΠΡΟΣΩΠΟΙ ΕΙΣ ΤΟ ΦΕΣΤΙΒΑΛ ΤΟΥ ΕΛΣΙΝΚΙ: [47, 650, 427, 705]
article-professionals-federation: [1181, 997, 1554, 1090]
article-body: ΑΘΗΝΑΙ, 30.— Εἰς τὸ θέατρον τοῦ κ. Χατζηχρήστου, ἐγένετο χθὲς μεγάλη συγκέντρωσις τῶν βιοτεχνῶν, ἥτις διεμαρτυρήθη κατὰ τῆς ἱδρύσεως ξένου ἐργοστασίου ἑτοίμων ἐνδυμάτων. Οἱ βιοτέχναι ἀπεφάσισαν νὰ ἀναρτήσουν μαύρας σημαίας εἰς τὰ καταστήματά των ἐὰν ἡ κυβέρνησις ἐπιτρέψη τὴν ἵδρυσιν τοῦ ἐργοστασίου.: [614, 1681, 910, 1767]
brief: [449, 628, 625, 727]
article-body: Κατόπιν τῆς γνωστῆς ἀδείας ἣν ἔδωσεν ἡ κυβέρνησις διὰ τὴν ἵδρυσιν ἐργοστασίου ἑτοίμων ἐνδυμάτων, οἱ ῥάπται τῆς Θεσσαλονίκης συνῆλθον εἰς γενικὴν συνέλευσιν καὶ ἐξέφρασαν τὴν ἀντίθεσίν των.: [614, 1850, 910, 1911]
brief-body: ΑΓΚΥΡΑ, 30. (Ἀσσ. Πρές).— Ἐκτελοῦνται στρατιωτικὰ ἔργα κατὰ μῆκος τῶν συνόρων.: [449, 1161, 625, 1197]
kicker: Διὰ παντὸς μεταφορικοῦ μέσου: [105, 907, 369, 927]
section-heading: ΤΙ ΛΕΓΟΥΝ ΟΙ ΔΥΤΙΚΟΙ: [1397, 287, 1531, 299]
weather-heading: Ο ΚΑΙΡΟΣ ΣΗΜΕΡΟΝ: [278, 1051, 399, 1063]
subhead: λόγῳ μεγάλης ἐλλείψεως τροφίμων: [1181, 161, 1554, 181]
story-black-flags: [614, 1396, 1169, 1912]
column-right: [1181, 40, 1554, 2314]
subhead: ΔΕΚΑ ΝΕΚΡΟΙ — ΠΟΛΛΟΙ ΤΡΑΥΜΑΤΙΑΙ: [464, 82, 610, 105]
brief-body: ΛΙΜΑ, 30. (Ἡνωμ. Τύπος).— Ὁ πρόεδρος τοῦ Περοῦ ἀφέθη ἐλεύθερος ὑπὸ τῆς στρατιωτικῆς χούντας.: [449, 970, 625, 1018]
main-headline: ΕΛΛΑΔΟΣ ΚΑΙ ΓΕΡΜΑΝΙΑΣ: [614, 179, 1169, 289]
article-asylum-helsinki: [40, 652, 434, 770]
brief: [449, 1302, 625, 1351]
headline: ΙΣΧΥΡΟΣ ΣΕΙΣΜΟΣ ΣΥΝΕΚΛΟΝΙΣΕ ΤΗΝ ΚΟΛΟΜΒΙΑΝ: [484, 40, 591, 78]
article-body: ΑΛΓΕΡΙΟΝ, 30. (Ρώυτερ).— Ὑπὸ μυστηριώδεις συνθήκας ἀπήχθη ἀπὸ τὴν ὀρεινὴν ἕδραν του εἰς Καβυλίαν ὁ Ἀλγερινὸς ὑπουργὸς τῶν Ἐσωτερικῶν. Αἱ ἀρχαὶ ἐξαπέλυσαν εὐρείας ἐρεύνας διὰ τὸν ἐντοπισμὸν τῶν ἀπαγωγέων. Τὸ «πολιτικὸν γραφεῖον» τοῦ κ. Μπὲν Μπελλᾶ θὰ μεταφερθῆ τὴν Πέμπτην εἰς τὸ Ἀλγέριον. Ἡ κατάστασις εἰς τὴν χώραν παραμένει τεταμένη, ἐνῷ συνεχίζονται αἱ διαπραγματεύσεις μεταξὺ τῶν διαφόρων ὁμάδων. Εἰς τὴν Ὁρὰν ἐπικρατεῖ ἠρεμία, ἀλλὰ ἡ κρίσις δὲν ἔχει ἀκόμη λυθῆ.: [920, 1396, 1169, 1531]
headline: ΣΤΡΑΤΙΩΤΙΚΑ ΕΡΓΑ ΠΑΡΑ ΤΑ ΣΥΝΟΡΑ ΤΗΣ ΤΟΥΡΚΙΑΣ: [458, 1135, 616, 1162]
headline: ΟΙ ΣΥΝΤΑΞΙΟΥΧΟΙ ΤΗΣ ΕΘΝΙΚΗΣ ΤΡΑΠΕΖΗΣ ΔΙΑΜΑΡΤΥΡΟΝΤΑΙ: [475, 626, 599, 666]
article-alexandria-trial: [1181, 667, 1554, 821]
subhead: μεταφέρεται τὴν Πέμπτην εἰς τὸ Ἀλγέριον: [658, 1127, 1126, 1152]
article-body: ΛΟΝΔΙΝΟΝ, 30. (Ἀσσ. Πρές).— Εἰς τὸ κτίριον τῆς Ρουμανικῆς Πρεσβείας ἐξερράγη πυρκαγιά, κατὰ τὴν διάρκειαν τῆς ὁποίας ἐκάη ὑπάλληλος. Ἐνεργοῦνται ἀνακρίσεις διὰ τὰ αἴτια τῆς πυρκαγιᾶς. ΕΝΕΡΓΟΥΝΤΑΙ ΑΝΑΚΡΙΣΕΙΣ ΛΟΝΔΙΝΟΝ, 30. (Ἀσσ. Πρές).— Εἰς τὸ κτίριον τῆς Ρουμανικῆς Πρεσβείας ἐξερράγη πυρκαγιά, κατὰ τὴν διάρκειαν τῆς ὁποίας ἐκάη ὑπάλληλος. Ἐνεργοῦνται ἀνακρίσεις διὰ τὰ αἴτια τῆς πυρκαγιᾶς.: [1181, 892, 1554, 981]
headline: Ο Κ. ΧΡΟΥΣΤΣΩΦ ΕΙΣ ΤΗΝ ΣΤΟΚΧΟΛΜΗΝ: [466, 1211, 608, 1239]
article-body: ΑΘΗΝΑΙ, 30.— Συνέρχεται τὴν αὔριον ἡ ἐκτελεστικὴ ἐπιτροπὴ τῆς Ὁμοσπονδίας τῶν Ἐπαγγελματιῶν διὰ νὰ ἐξετάση ζητήματα τῆς τάξεως των, ὡς καὶ τὸ θέμα τῆς φορολογίας.: [1181, 1053, 1554, 1089]
